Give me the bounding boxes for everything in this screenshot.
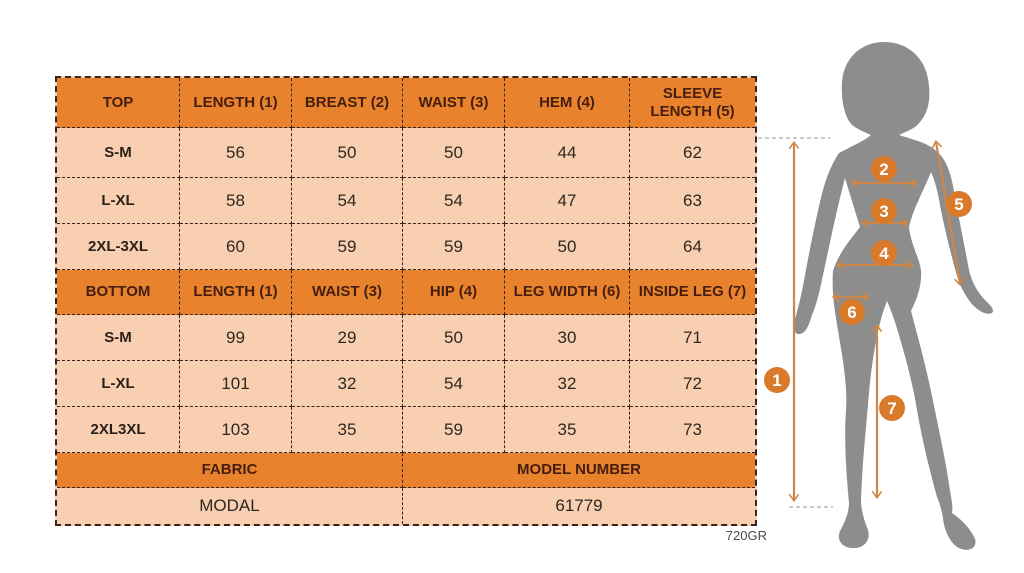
measurement-value-cell: 103: [180, 407, 292, 453]
measurement-value-cell: 64: [630, 224, 755, 270]
measurement-value-cell: 73: [630, 407, 755, 453]
svg-text:1: 1: [772, 371, 782, 390]
measurement-badge-4: [871, 240, 897, 266]
column-header-inside-leg: INSIDE LEG (7): [630, 270, 755, 315]
size-label-cell: 2XL3XL: [57, 407, 180, 453]
measurement-value-cell: 32: [292, 361, 403, 407]
measurement-badge-6: [839, 299, 865, 325]
measurement-value-cell: 54: [403, 361, 505, 407]
size-chart-table: [55, 76, 757, 526]
measurement-badge-3: [871, 198, 897, 224]
svg-text:3: 3: [879, 202, 889, 221]
svg-text:4: 4: [879, 244, 889, 263]
fabric-header: FABRIC: [57, 453, 403, 488]
weight-note: 720GR: [725, 528, 767, 543]
column-header-length: LENGTH (1): [180, 78, 292, 128]
measurement-figure: [752, 14, 1024, 566]
measurement-value-cell: 62: [630, 128, 755, 178]
column-header-waist: WAIST (3): [403, 78, 505, 128]
size-label-cell: S-M: [57, 315, 180, 361]
measurement-value-cell: 50: [505, 224, 630, 270]
measurement-value-cell: 47: [505, 178, 630, 224]
measurement-value-cell: 32: [505, 361, 630, 407]
fabric-value-cell: MODAL: [57, 488, 403, 524]
size-label-cell: 2XL-3XL: [57, 224, 180, 270]
measurement-value-cell: 58: [180, 178, 292, 224]
measurement-value-cell: 71: [630, 315, 755, 361]
svg-text:7: 7: [887, 399, 897, 418]
measurement-value-cell: 35: [292, 407, 403, 453]
svg-text:2: 2: [879, 160, 889, 179]
measurement-value-cell: 54: [292, 178, 403, 224]
measurement-value-cell: 60: [180, 224, 292, 270]
column-header-hip: HIP (4): [403, 270, 505, 315]
measurement-value-cell: 50: [403, 128, 505, 178]
model-number-value-cell: 61779: [403, 488, 755, 524]
measurement-value-cell: 101: [180, 361, 292, 407]
column-header-leg-width: LEG WIDTH (6): [505, 270, 630, 315]
measurement-value-cell: 72: [630, 361, 755, 407]
measurement-value-cell: 54: [403, 178, 505, 224]
size-label-cell: L-XL: [57, 361, 180, 407]
measurement-value-cell: 59: [403, 407, 505, 453]
measurement-value-cell: 30: [505, 315, 630, 361]
svg-text:6: 6: [847, 303, 857, 322]
column-header-waist: WAIST (3): [292, 270, 403, 315]
woman-silhouette: [794, 42, 993, 550]
column-header-breast: BREAST (2): [292, 78, 403, 128]
measurement-value-cell: 99: [180, 315, 292, 361]
measurement-value-cell: 35: [505, 407, 630, 453]
column-header-sleeve-length: SLEEVE LENGTH (5): [630, 78, 755, 128]
top-section-header: TOP: [57, 78, 180, 128]
measurement-badge-1: [764, 367, 790, 393]
measurement-badge-7: [879, 395, 905, 421]
svg-text:5: 5: [954, 195, 964, 214]
column-header-length: LENGTH (1): [180, 270, 292, 315]
measurement-value-cell: 50: [292, 128, 403, 178]
measurement-value-cell: 63: [630, 178, 755, 224]
size-label-cell: L-XL: [57, 178, 180, 224]
measurement-value-cell: 50: [403, 315, 505, 361]
measurement-badge-5: [946, 191, 972, 217]
measurement-value-cell: 59: [403, 224, 505, 270]
measurement-value-cell: 56: [180, 128, 292, 178]
measurement-value-cell: 59: [292, 224, 403, 270]
model-number-header: MODEL NUMBER: [403, 453, 755, 488]
size-label-cell: S-M: [57, 128, 180, 178]
bottom-section-header: BOTTOM: [57, 270, 180, 315]
measurement-badge-2: [871, 156, 897, 182]
measurement-value-cell: 44: [505, 128, 630, 178]
column-header-hem: HEM (4): [505, 78, 630, 128]
measurement-value-cell: 29: [292, 315, 403, 361]
